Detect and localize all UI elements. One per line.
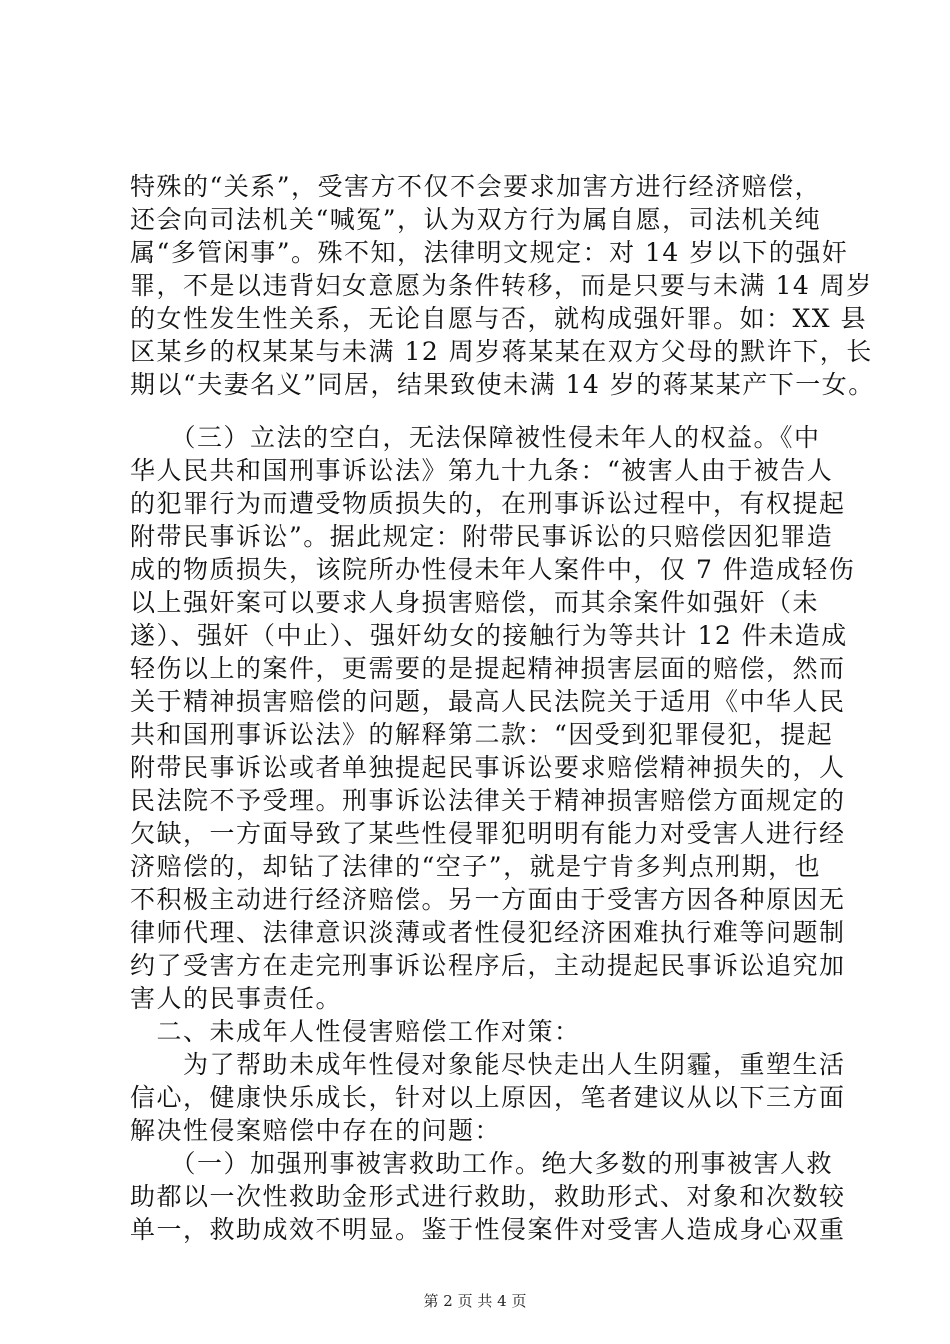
paragraph-case-example xyxy=(130,170,875,401)
text-line: （一）加强刑事被害救助工作。绝大多数的刑事被害人救 xyxy=(130,1149,834,1178)
text-line: 的犯罪行为而遭受物质损失的，在刑事诉讼过程中，有权提起 xyxy=(130,489,846,518)
text-line: 轻伤以上的案件，更需要的是提起精神损害层面的赔偿，然而 xyxy=(130,654,846,683)
text-line: 的女性发生性关系，无论自愿与否，就构成强奸罪。如：XX 县 xyxy=(130,304,868,333)
text-line: 单一，救助成效不明显。鉴于性侵案件对受害人造成身心双重 xyxy=(130,1215,846,1244)
text-line: 不积极主动进行经济赔偿。另一方面由于受害方因各种原因无 xyxy=(130,885,846,914)
text-line: 二、未成年人性侵害赔偿工作对策： xyxy=(130,1017,581,1046)
text-line: 罪，不是以违背妇女意愿为条件转移，而是只要与未满 14 周岁 xyxy=(130,271,873,300)
text-line: 华人民共和国刑事诉讼法》第九十九条：“被害人由于被告人 xyxy=(130,456,834,485)
text-line: 共和国刑事诉讼法》的解释第二款：“因受到犯罪侵犯，提起 xyxy=(130,720,834,749)
text-line: 附带民事诉讼或者单独提起民事诉讼要求赔偿精神损失的，人 xyxy=(130,753,846,782)
text-line: 害人的民事责任。 xyxy=(130,984,343,1013)
text-line: 还会向司法机关“喊冤”，认为双方行为属自愿，司法机关纯 xyxy=(130,205,822,234)
text-line: 期以“夫妻名义”同居，结果致使未满 14 岁的蒋某某产下一女。 xyxy=(130,370,875,399)
text-line: 济赔偿的，却钻了法律的“空子”，就是宁肯多判点刑期，也 xyxy=(130,852,822,881)
page-footer: 第 2 页 共 4 页 xyxy=(423,1292,527,1310)
text-line: 约了受害方在走完刑事诉讼程序后，主动提起民事诉讼追究加 xyxy=(130,951,846,980)
text-line: 欠缺，一方面导致了某些性侵罪犯明明有能力对受害人进行经 xyxy=(130,819,846,848)
text-line: 成的物质损失，该院所办性侵未年人案件中，仅 7 件造成轻伤 xyxy=(130,555,856,584)
text-line: 为了帮助未成年性侵对象能尽快走出人生阴霾，重塑生活 xyxy=(130,1050,846,1079)
text-line: 特殊的“关系”，受害方不仅不会要求加害方进行经济赔偿， xyxy=(130,172,822,201)
text-line: 解决性侵案赔偿中存在的问题： xyxy=(130,1116,502,1145)
text-line: （三）立法的空白，无法保障被性侵未年人的权益。《中 xyxy=(130,423,821,452)
text-line: 以上强奸案可以要求人身损害赔偿，而其余案件如强奸（未 xyxy=(130,588,820,617)
text-line: 区某乡的权某某与未满 12 周岁蒋某某在双方父母的默许下，长 xyxy=(130,337,873,366)
text-line: 民法院不予受理。刑事诉讼法律关于精神损害赔偿方面规定的 xyxy=(130,786,846,815)
paragraph-legislation-gap xyxy=(130,421,856,1246)
text-line: 附带民事诉讼”。据此规定：附带民事诉讼的只赔偿因犯罪造 xyxy=(130,522,834,551)
text-line: 属“多管闲事”。殊不知，法律明文规定：对 14 岁以下的强奸 xyxy=(130,238,849,267)
text-line: 信心，健康快乐成长，针对以上原因，笔者建议从以下三方面 xyxy=(130,1083,846,1112)
text-line: 助都以一次性救助金形式进行救助，救助形式、对象和次数较 xyxy=(130,1182,846,1211)
text-line: 律师代理、法律意识淡薄或者性侵犯经济困难执行难等问题制 xyxy=(130,918,846,947)
text-line: 遂）、强奸（中止）、强奸幼女的接触行为等共计 12 件未造成 xyxy=(130,621,848,650)
text-line: 关于精神损害赔偿的问题，最高人民法院关于适用《中华人民 xyxy=(130,687,846,716)
